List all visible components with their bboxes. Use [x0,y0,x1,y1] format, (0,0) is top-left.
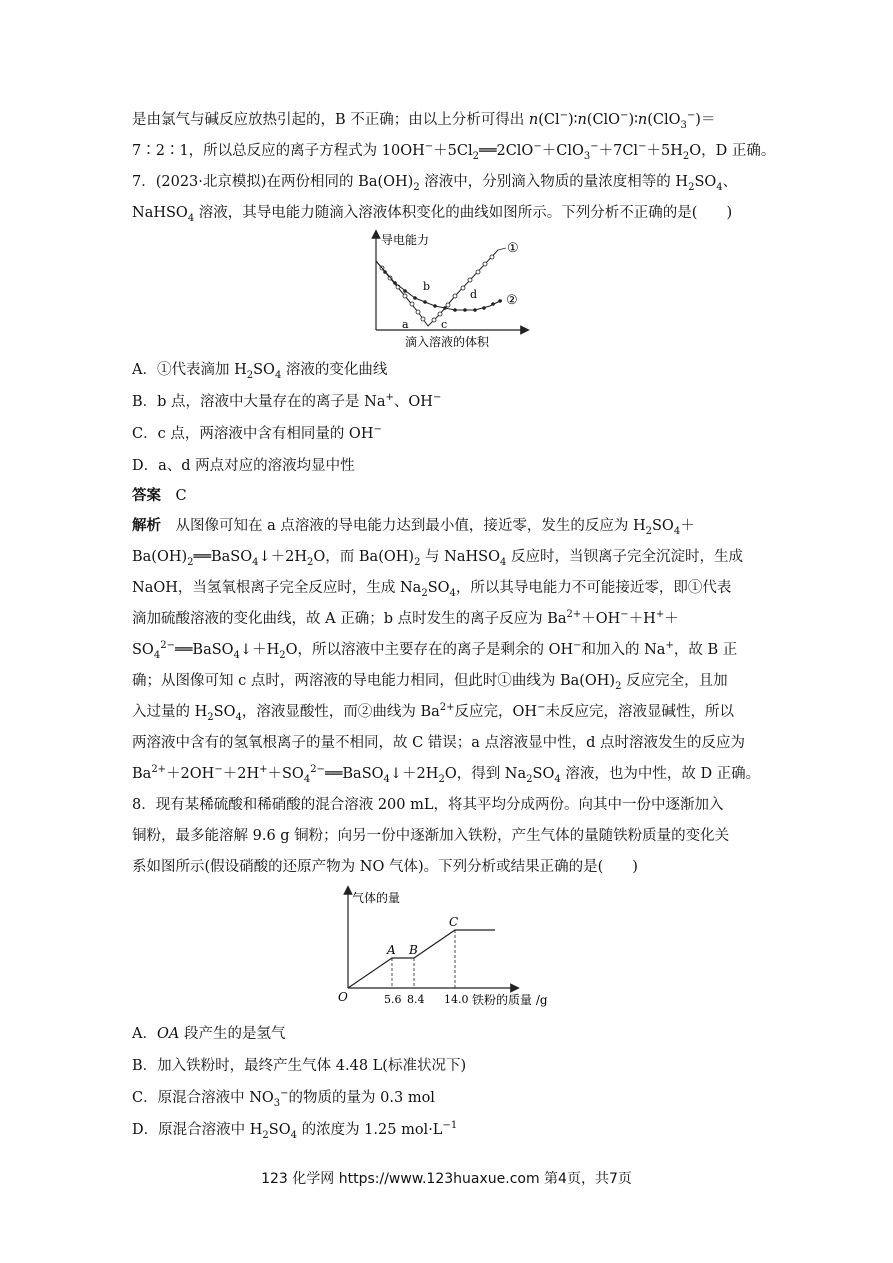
text-line: 两溶液中含有的氢氧根离子的量不相同，故 C 错误；a 点溶液显中性，d 点时溶液发生的反应为 [132,735,745,751]
figure2-ylabel: 气体的量 [352,891,401,905]
point-C-label: C [449,915,459,929]
conductivity-figure [360,228,530,353]
point-b-label: b [423,280,431,293]
text-line: A．①代表滴加 $H_2SO_4$ 溶液的变化曲线 [132,362,388,381]
tick-14.0: 14.0 [444,993,469,1006]
figure2-xlabel: 铁粉的质量 /g [472,993,548,1007]
curve-1-leader [498,248,506,250]
point-d-label: d [470,288,478,301]
text-line: 7．(2023·北京模拟)在两份相同的 $Ba(OH)_2$ 溶液中，分别滴入物质的量浓度相等的 $H_2SO_4$、 [132,174,738,193]
text-line: 解析 从图像可知在 a 点溶液的导电能力达到最小值，接近零，发生的反应为 $H_2SO_4+$ [132,517,695,537]
text-line: 是由氯气与碱反应放热引起的，B 不正确；由以上分析可得出 n(Cl−)∶n(ClO−)∶n(ClO$_3$−)＝ [132,110,716,131]
curve-2-label: ② [506,293,518,308]
text-line: B．b 点，溶液中大量存在的离子是 Na+、OH− [132,392,442,410]
point-a-label: a [402,318,409,331]
gas-curve [348,930,495,988]
text-line: 答案 C [132,487,187,504]
text-line: 铜粉，最多能溶解 9.6 g 铜粉；向另一份中逐渐加入铁粉，产生气体的量随铁粉质量的变化关 [132,828,730,844]
text-line: 滴加硫酸溶液的变化曲线，故 A 正确；b 点时发生的离子反应为 $Ba^{2+}+OH^-+H^++$ [132,609,679,627]
curve-2 [376,261,502,310]
text-line: $Ba(OH)_2══BaSO_4↓+2H_2O$，而 $Ba(OH)_2$ 与 NaHSO$_4$ 反应时，当钡离子完全沉淀时，生成 [132,549,743,568]
curve-1-label: ① [507,241,519,256]
point-A-label: A [387,943,396,957]
tick-8.4: 8.4 [407,993,425,1006]
text-line: D．a、d 两点对应的溶液均显中性 [132,458,355,474]
text-line: C．原混合溶液中 $NO_3^-$的物质的量为 0.3 mol [132,1088,435,1109]
figure1-xlabel: 滴入溶液的体积 [405,335,490,349]
text-line: 入过量的 $H_2SO_4$，溶液显酸性，而②曲线为 $Ba^{2+}$反应完，OH−未反应完，溶液显碱性，所以 [132,702,734,723]
page-footer: 123 化学网 https://www.123huaxue.com 第4页，共7页 [261,1171,632,1187]
point-c-label: c [441,318,448,331]
text-line: NaHSO$_4$ 溶液，其导电能力随滴入溶液体积变化的曲线如图所示。下列分析不正确的是( ) [132,205,733,224]
curve-1 [376,250,498,326]
point-B-label: B [409,943,418,957]
text-line: NaOH，当氢氧根离子完全反应时，生成 $Na_2SO_4$，所以其导电能力不可能接近零，即①代表 [132,580,732,599]
text-line: 7∶2∶1，所以总反应的离子方程式为 $10OH^-+5Cl_2══2ClO^-+ClO_3^-+7Cl^-+5H_2O$，D 正确。 [132,141,776,162]
text-line: 确；从图像可知 c 点时，两溶液的导电能力相同，但此时①曲线为 $Ba(OH)_2$ 反应完全，且加 [132,673,728,692]
gas-figure [330,882,570,1012]
text-line: A．OA 段产生的是氢气 [132,1026,286,1042]
text-line: $Ba^{2+}+2OH^-+2H^++SO_4^{2-}══BaSO_4↓+2H_2O$，得到 $Na_2SO_4$ 溶液，也为中性，故 D 正确。 [132,764,761,785]
text-line: $SO_4^{2-}══BaSO_4↓+H_2O$，所以溶液中主要存在的离子是剩余的 OH−和加入的 Na+，故 B 正 [132,640,738,661]
figure1-ylabel: 导电能力 [381,233,430,247]
text-line: B．加入铁粉时，最终产生气体 4.48 L(标准状况下) [132,1058,467,1074]
text-line: 系如图所示(假设硝酸的还原产物为 NO 气体)。下列分析或结果正确的是( ) [132,859,638,875]
origin-label: O [338,990,348,1004]
tick-5.6: 5.6 [384,993,402,1006]
text-line: D．原混合溶液中 $H_2SO_4$ 的浓度为 1.25 $mol\cdot L^{-1}$ [132,1120,458,1141]
text-line: C．c 点，两溶液中含有相同量的 OH− [132,424,382,442]
text-line: 8．现有某稀硫酸和稀硝酸的混合溶液 200 mL，将其平均分成两份。向其中一份中逐渐加入 [132,797,724,813]
